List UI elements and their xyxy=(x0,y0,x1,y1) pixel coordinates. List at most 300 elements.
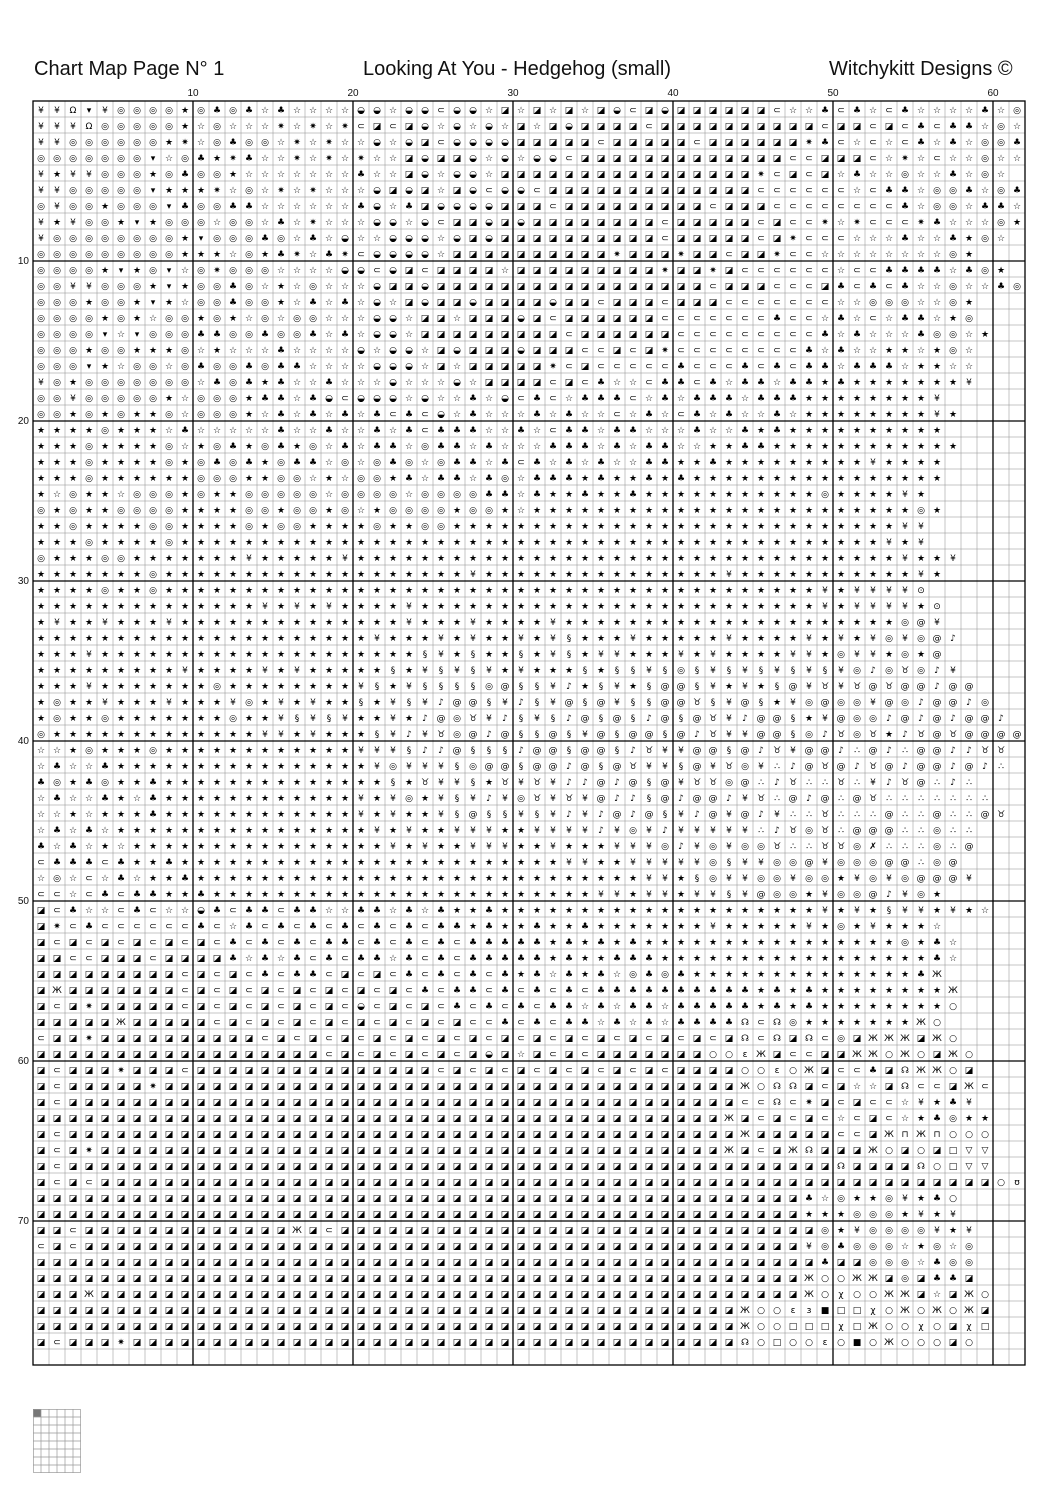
stitch-symbol: ◎ xyxy=(53,410,61,420)
stitch-symbol: ★ xyxy=(645,938,653,948)
stitch-symbol: ◎ xyxy=(229,458,237,468)
stitch-symbol: ★ xyxy=(421,810,429,820)
stitch-symbol: ✷ xyxy=(325,138,333,148)
stitch-symbol: ♣ xyxy=(789,378,797,388)
stitch-symbol: ★ xyxy=(629,602,637,612)
stitch-symbol: ¥ xyxy=(630,634,636,644)
stitch-symbol: ♪ xyxy=(694,810,700,820)
stitch-symbol: ★ xyxy=(709,954,717,964)
stitch-symbol: ◪ xyxy=(421,1114,430,1124)
stitch-symbol: ⊂ xyxy=(757,1034,765,1044)
stitch-symbol: ⊂ xyxy=(277,1002,285,1012)
stitch-symbol: ◎ xyxy=(789,1018,797,1028)
stitch-symbol: ★ xyxy=(277,650,285,660)
stitch-symbol: ◪ xyxy=(677,1130,686,1140)
stitch-symbol: ⊂ xyxy=(757,186,765,196)
stitch-symbol: ♣ xyxy=(629,490,637,500)
stitch-symbol: ☆ xyxy=(325,170,333,180)
stitch-symbol: @ xyxy=(741,810,750,820)
stitch-symbol: ◪ xyxy=(117,1178,126,1188)
stitch-symbol: ◪ xyxy=(629,330,638,340)
stitch-symbol: ◪ xyxy=(597,1130,606,1140)
stitch-symbol: ¥ xyxy=(822,858,828,868)
stitch-symbol: ♣ xyxy=(661,986,669,996)
stitch-symbol: ★ xyxy=(261,570,269,580)
stitch-symbol: ◪ xyxy=(229,1130,238,1140)
stitch-symbol: ⊂ xyxy=(693,314,701,324)
stitch-symbol: ◪ xyxy=(373,1338,382,1348)
stitch-symbol: ★ xyxy=(805,554,813,564)
stitch-symbol: ◒ xyxy=(421,234,429,244)
stitch-symbol: ◪ xyxy=(677,1066,686,1076)
stitch-symbol: ◪ xyxy=(229,1114,238,1124)
stitch-symbol: ◪ xyxy=(37,970,46,980)
stitch-symbol: ¥ xyxy=(166,618,172,628)
stitch-symbol: ★ xyxy=(421,634,429,644)
stitch-symbol: ★ xyxy=(613,506,621,516)
stitch-symbol: ★ xyxy=(117,522,125,532)
stitch-symbol: § xyxy=(503,810,508,820)
stitch-symbol: ◪ xyxy=(181,1162,190,1172)
stitch-symbol: ♣ xyxy=(213,906,221,916)
stitch-symbol: ¥ xyxy=(678,810,684,820)
stitch-symbol: ¥ xyxy=(646,762,652,772)
stitch-symbol: ♣ xyxy=(469,938,477,948)
stitch-symbol: ◪ xyxy=(325,1306,334,1316)
stitch-symbol: ☆ xyxy=(309,426,317,436)
stitch-symbol: ◪ xyxy=(981,1178,990,1188)
stitch-symbol: ⊂ xyxy=(805,202,813,212)
stitch-symbol: ★ xyxy=(213,826,221,836)
stitch-symbol: ◎ xyxy=(837,698,845,708)
stitch-symbol: ♉ xyxy=(709,730,717,740)
stitch-symbol: ★ xyxy=(901,378,909,388)
stitch-symbol: ◒ xyxy=(405,138,413,148)
stitch-symbol: ⊂ xyxy=(741,266,749,276)
stitch-symbol: ¥ xyxy=(726,730,732,740)
stitch-symbol: ★ xyxy=(229,570,237,580)
stitch-symbol: ◪ xyxy=(293,1338,302,1348)
stitch-symbol: ◪ xyxy=(549,282,558,292)
stitch-symbol: § xyxy=(487,746,492,756)
stitch-symbol: ¥ xyxy=(822,906,828,916)
stitch-symbol: ★ xyxy=(869,442,877,452)
stitch-symbol: ★ xyxy=(405,858,413,868)
stitch-symbol: § xyxy=(455,682,460,692)
stitch-symbol: ◎ xyxy=(197,490,205,500)
stitch-symbol: ★ xyxy=(357,714,365,724)
stitch-symbol: ◪ xyxy=(581,1226,590,1236)
stitch-symbol: ★ xyxy=(629,586,637,596)
stitch-symbol: ◪ xyxy=(917,1274,926,1284)
stitch-symbol: ★ xyxy=(677,554,685,564)
stitch-symbol: @ xyxy=(901,714,910,724)
stitch-symbol: ◪ xyxy=(309,1258,318,1268)
stitch-symbol: § xyxy=(775,682,780,692)
stitch-symbol: ★ xyxy=(181,186,189,196)
stitch-symbol: ◪ xyxy=(421,1018,430,1028)
stitch-symbol: @ xyxy=(693,746,702,756)
stitch-symbol: ♣ xyxy=(325,378,333,388)
stitch-symbol: ♣ xyxy=(485,906,493,916)
stitch-symbol: ◪ xyxy=(213,1034,222,1044)
stitch-symbol: ⊂ xyxy=(181,986,189,996)
stitch-symbol: ◪ xyxy=(293,1114,302,1124)
stitch-symbol: ★ xyxy=(229,826,237,836)
stitch-symbol: ☆ xyxy=(949,938,957,948)
stitch-symbol: ♣ xyxy=(501,490,509,500)
stitch-symbol: ◎ xyxy=(149,362,157,372)
stitch-symbol: ★ xyxy=(933,426,941,436)
stitch-symbol: ◎ xyxy=(165,314,173,324)
stitch-symbol: ◎ xyxy=(869,1242,877,1252)
stitch-symbol: ◪ xyxy=(117,1306,126,1316)
stitch-symbol: ☆ xyxy=(997,106,1005,116)
stitch-symbol: ★ xyxy=(277,570,285,580)
stitch-symbol: ⊂ xyxy=(725,346,733,356)
stitch-symbol: ☆ xyxy=(85,794,93,804)
stitch-symbol: ◪ xyxy=(341,1322,350,1332)
stitch-symbol: ★ xyxy=(933,1098,941,1108)
stitch-symbol: ◪ xyxy=(533,346,542,356)
stitch-symbol: ⊂ xyxy=(501,1066,509,1076)
stitch-symbol: ◪ xyxy=(533,202,542,212)
stitch-symbol: ◎ xyxy=(85,458,93,468)
stitch-symbol: ★ xyxy=(869,1194,877,1204)
stitch-symbol: ◪ xyxy=(149,1162,158,1172)
stitch-symbol: ★ xyxy=(341,602,349,612)
stitch-symbol: ⊂ xyxy=(469,1018,477,1028)
stitch-symbol: ★ xyxy=(789,970,797,980)
row-number-label: 10 xyxy=(18,256,30,267)
stitch-symbol: ◒ xyxy=(341,266,349,276)
stitch-symbol: ◪ xyxy=(629,202,638,212)
stitch-symbol: ☆ xyxy=(485,106,493,116)
stitch-symbol: ◪ xyxy=(213,1178,222,1188)
stitch-symbol: ◪ xyxy=(37,954,46,964)
stitch-symbol: ♣ xyxy=(693,426,701,436)
stitch-symbol: ◪ xyxy=(789,1274,798,1284)
stitch-symbol: ★ xyxy=(325,650,333,660)
stitch-symbol: ♣ xyxy=(981,202,989,212)
stitch-symbol: ⊂ xyxy=(437,1018,445,1028)
stitch-symbol: ◪ xyxy=(501,1098,510,1108)
stitch-symbol: ◪ xyxy=(309,1274,318,1284)
stitch-symbol: ◪ xyxy=(437,1322,446,1332)
stitch-symbol: ☆ xyxy=(341,186,349,196)
stitch-symbol: ◪ xyxy=(725,1098,734,1108)
stitch-symbol: ¥ xyxy=(294,602,300,612)
stitch-symbol: @ xyxy=(661,794,670,804)
stitch-symbol: ★ xyxy=(709,554,717,564)
stitch-symbol: ◪ xyxy=(485,1306,494,1316)
stitch-symbol: ★ xyxy=(437,890,445,900)
stitch-symbol: @ xyxy=(981,730,990,740)
stitch-symbol: ¥ xyxy=(710,826,716,836)
stitch-symbol: ♣ xyxy=(645,1018,653,1028)
stitch-symbol: ◪ xyxy=(453,1274,462,1284)
stitch-symbol: ☆ xyxy=(37,762,45,772)
stitch-symbol: ★ xyxy=(869,954,877,964)
stitch-symbol: ★ xyxy=(229,522,237,532)
stitch-symbol: ◪ xyxy=(725,1338,734,1348)
stitch-symbol: ★ xyxy=(117,682,125,692)
stitch-symbol: ★ xyxy=(277,746,285,756)
stitch-symbol: ¥ xyxy=(838,682,844,692)
stitch-symbol: ◎ xyxy=(117,282,125,292)
stitch-symbol: ★ xyxy=(501,666,509,676)
stitch-symbol: ⊂ xyxy=(565,362,573,372)
stitch-symbol: ◪ xyxy=(421,202,430,212)
stitch-symbol: ◪ xyxy=(725,1306,734,1316)
stitch-symbol: ★ xyxy=(645,906,653,916)
stitch-symbol: ◪ xyxy=(421,1002,430,1012)
stitch-symbol: ★ xyxy=(165,650,173,660)
stitch-symbol: ◪ xyxy=(261,1098,270,1108)
stitch-symbol: ◪ xyxy=(501,378,510,388)
stitch-symbol: ★ xyxy=(165,666,173,676)
stitch-symbol: ◪ xyxy=(757,1162,766,1172)
stitch-symbol: ◪ xyxy=(69,938,78,948)
stitch-symbol: ◒ xyxy=(357,106,365,116)
stitch-symbol: ★ xyxy=(341,746,349,756)
stitch-symbol: ◪ xyxy=(357,1210,366,1220)
stitch-symbol: ◪ xyxy=(53,1226,62,1236)
stitch-symbol: ¥ xyxy=(966,874,972,884)
stitch-symbol: ◪ xyxy=(261,1130,270,1140)
stitch-symbol: ◎ xyxy=(485,506,493,516)
stitch-symbol: ✷ xyxy=(117,1338,125,1348)
stitch-symbol: ☆ xyxy=(341,138,349,148)
stitch-symbol: ★ xyxy=(565,554,573,564)
stitch-symbol: ♣ xyxy=(149,890,157,900)
stitch-symbol: ☆ xyxy=(437,186,445,196)
stitch-symbol: ◎ xyxy=(213,298,221,308)
stitch-symbol: ◪ xyxy=(421,1210,430,1220)
stitch-symbol: ◪ xyxy=(197,1322,206,1332)
stitch-symbol: ★ xyxy=(69,714,77,724)
stitch-symbol: ♉ xyxy=(837,730,845,740)
stitch-symbol: ✷ xyxy=(853,218,861,228)
stitch-symbol: ⊂ xyxy=(597,362,605,372)
stitch-symbol: ♪ xyxy=(614,794,620,804)
stitch-symbol: ◪ xyxy=(581,298,590,308)
stitch-symbol: ☆ xyxy=(341,378,349,388)
stitch-symbol: ★ xyxy=(581,906,589,916)
stitch-symbol: ★ xyxy=(837,490,845,500)
stitch-symbol: ◪ xyxy=(69,1162,78,1172)
stitch-symbol: ¥ xyxy=(342,554,348,564)
stitch-symbol: ★ xyxy=(149,650,157,660)
stitch-symbol: ♉ xyxy=(757,794,765,804)
stitch-symbol: ◪ xyxy=(101,1002,110,1012)
stitch-symbol: ∴ xyxy=(854,810,860,820)
stitch-symbol: ◎ xyxy=(821,1226,829,1236)
stitch-symbol: ★ xyxy=(469,586,477,596)
stitch-symbol: ⊂ xyxy=(805,1050,813,1060)
stitch-symbol: ★ xyxy=(373,618,381,628)
stitch-symbol: ★ xyxy=(69,378,77,388)
stitch-symbol: ¥ xyxy=(902,490,908,500)
stitch-symbol: ★ xyxy=(277,298,285,308)
stitch-symbol: § xyxy=(583,666,588,676)
stitch-symbol: ★ xyxy=(821,410,829,420)
stitch-symbol: ★ xyxy=(805,1018,813,1028)
stitch-symbol: ¥ xyxy=(950,1210,956,1220)
stitch-symbol: ◪ xyxy=(709,138,718,148)
stitch-symbol: ◪ xyxy=(229,1242,238,1252)
stitch-symbol: ◎ xyxy=(245,266,253,276)
stitch-symbol: ★ xyxy=(197,778,205,788)
stitch-symbol: ◪ xyxy=(581,1306,590,1316)
stitch-symbol: ◎ xyxy=(229,410,237,420)
stitch-symbol: ◪ xyxy=(549,1178,558,1188)
stitch-symbol: ◪ xyxy=(165,1002,174,1012)
stitch-symbol: ♣ xyxy=(261,330,269,340)
stitch-symbol: ★ xyxy=(165,346,173,356)
stitch-symbol: ☆ xyxy=(517,490,525,500)
stitch-symbol: ¥ xyxy=(646,874,652,884)
stitch-symbol: ★ xyxy=(405,666,413,676)
stitch-symbol: Ж xyxy=(116,1018,126,1028)
stitch-symbol: ☆ xyxy=(117,842,125,852)
stitch-symbol: ◎ xyxy=(69,234,77,244)
stitch-symbol: @ xyxy=(933,762,942,772)
stitch-symbol: ☆ xyxy=(357,218,365,228)
stitch-symbol: ⊂ xyxy=(181,970,189,980)
stitch-symbol: ♣ xyxy=(453,986,461,996)
stitch-symbol: ◒ xyxy=(357,1002,365,1012)
stitch-symbol: ◪ xyxy=(613,122,622,132)
stitch-symbol: ⊂ xyxy=(581,1034,589,1044)
stitch-symbol: ★ xyxy=(805,458,813,468)
stitch-symbol: ◪ xyxy=(773,138,782,148)
stitch-symbol: ★ xyxy=(725,490,733,500)
stitch-symbol: ☆ xyxy=(901,362,909,372)
stitch-symbol: ★ xyxy=(101,458,109,468)
stitch-symbol: ★ xyxy=(837,522,845,532)
stitch-symbol: ✷ xyxy=(661,266,669,276)
stitch-symbol: ★ xyxy=(549,874,557,884)
stitch-symbol: ◪ xyxy=(581,1082,590,1092)
stitch-symbol: ¥ xyxy=(678,778,684,788)
stitch-symbol: @ xyxy=(869,682,878,692)
stitch-symbol: § xyxy=(887,906,892,916)
stitch-symbol: ★ xyxy=(709,490,717,500)
stitch-symbol: ◎ xyxy=(245,698,253,708)
stitch-symbol: ◪ xyxy=(485,346,494,356)
stitch-symbol: @ xyxy=(693,714,702,724)
stitch-symbol: ⊂ xyxy=(709,346,717,356)
stitch-symbol: ◎ xyxy=(117,314,125,324)
stitch-symbol: ☆ xyxy=(981,282,989,292)
stitch-symbol: ★ xyxy=(773,970,781,980)
stitch-symbol: ◪ xyxy=(213,1050,222,1060)
stitch-symbol: ★ xyxy=(181,602,189,612)
stitch-symbol: ⊂ xyxy=(85,890,93,900)
stitch-symbol: ◪ xyxy=(37,986,46,996)
stitch-symbol: ★ xyxy=(549,922,557,932)
stitch-symbol: ◪ xyxy=(213,1130,222,1140)
stitch-symbol: ◎ xyxy=(965,1242,973,1252)
stitch-symbol: ★ xyxy=(53,538,61,548)
stitch-symbol: ◪ xyxy=(117,1146,126,1156)
stitch-symbol: ◒ xyxy=(373,282,381,292)
stitch-symbol: ◪ xyxy=(85,986,94,996)
stitch-symbol: ★ xyxy=(373,554,381,564)
stitch-symbol: ★ xyxy=(917,1242,925,1252)
stitch-symbol: ☆ xyxy=(933,106,941,116)
stitch-symbol: ♉ xyxy=(821,762,829,772)
stitch-symbol: ♣ xyxy=(229,138,237,148)
stitch-symbol: ◎ xyxy=(309,314,317,324)
stitch-symbol: ◪ xyxy=(389,1098,398,1108)
stitch-symbol: ♣ xyxy=(805,1194,813,1204)
stitch-symbol: ◪ xyxy=(469,330,478,340)
stitch-symbol: ★ xyxy=(37,426,45,436)
stitch-symbol: ◪ xyxy=(949,1290,958,1300)
stitch-symbol: ◎ xyxy=(293,474,301,484)
stitch-symbol: ★ xyxy=(853,410,861,420)
stitch-symbol: ◪ xyxy=(549,1114,558,1124)
stitch-symbol: ◎ xyxy=(213,314,221,324)
stitch-symbol: ☆ xyxy=(709,426,717,436)
stitch-symbol: ♣ xyxy=(357,906,365,916)
stitch-symbol: ◪ xyxy=(629,314,638,324)
stitch-symbol: ☆ xyxy=(325,442,333,452)
stitch-symbol: ◪ xyxy=(453,218,462,228)
stitch-symbol: ☆ xyxy=(853,298,861,308)
stitch-symbol: ◎ xyxy=(37,554,45,564)
stitch-symbol: ◪ xyxy=(197,938,206,948)
stitch-symbol: ★ xyxy=(581,506,589,516)
stitch-symbol: ♉ xyxy=(725,762,733,772)
stitch-symbol: ★ xyxy=(341,762,349,772)
stitch-symbol: ◪ xyxy=(565,1194,574,1204)
stitch-symbol: ★ xyxy=(117,826,125,836)
stitch-symbol: ◎ xyxy=(757,842,765,852)
stitch-symbol: ◪ xyxy=(725,106,734,116)
stitch-symbol: ★ xyxy=(821,1210,829,1220)
stitch-symbol: ◪ xyxy=(469,1210,478,1220)
stitch-symbol: ¥ xyxy=(470,570,476,580)
stitch-symbol: ◪ xyxy=(149,1290,158,1300)
stitch-symbol: ♪ xyxy=(902,762,908,772)
stitch-symbol: ◒ xyxy=(517,314,525,324)
stitch-symbol: ◪ xyxy=(709,218,718,228)
stitch-symbol: ♉ xyxy=(821,842,829,852)
stitch-symbol: ◪ xyxy=(725,1210,734,1220)
stitch-symbol: ◎ xyxy=(981,154,989,164)
stitch-symbol: ¥ xyxy=(886,874,892,884)
stitch-symbol: ◒ xyxy=(373,138,381,148)
stitch-symbol: ¥ xyxy=(710,922,716,932)
stitch-symbol: ◪ xyxy=(693,1034,702,1044)
stitch-symbol: ◪ xyxy=(773,234,782,244)
stitch-symbol: ◪ xyxy=(709,186,718,196)
stitch-symbol: ♣ xyxy=(773,362,781,372)
stitch-symbol: ⊂ xyxy=(709,202,717,212)
stitch-symbol: ☆ xyxy=(837,250,845,260)
stitch-symbol: ▾ xyxy=(167,202,172,212)
stitch-symbol: ★ xyxy=(149,538,157,548)
stitch-symbol: ◎ xyxy=(421,490,429,500)
stitch-symbol: ★ xyxy=(757,474,765,484)
stitch-symbol: ♪ xyxy=(630,794,636,804)
stitch-symbol: ◎ xyxy=(261,506,269,516)
stitch-symbol: ☆ xyxy=(357,234,365,244)
stitch-symbol: ☆ xyxy=(949,106,957,116)
